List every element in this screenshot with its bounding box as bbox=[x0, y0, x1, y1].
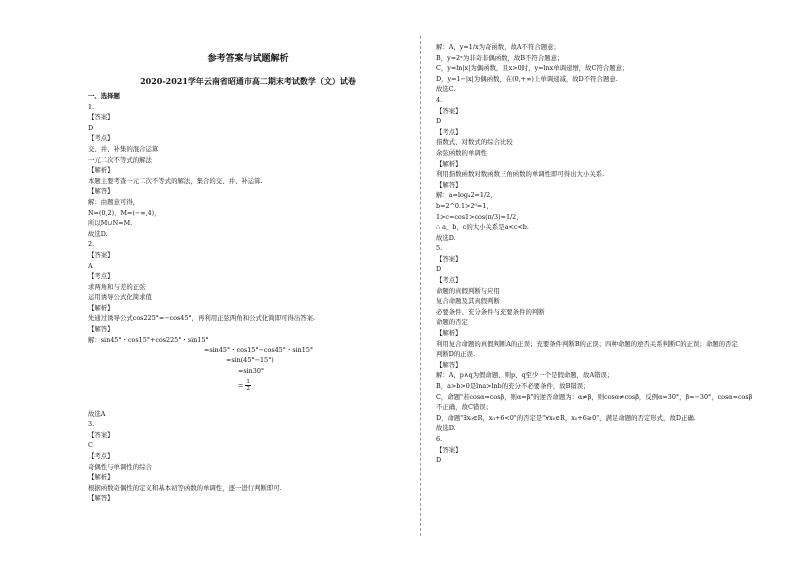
text-line: 【答案】 bbox=[436, 254, 462, 263]
text-line: 【解析】 bbox=[88, 473, 114, 482]
text-line: 2. bbox=[88, 240, 95, 249]
text-line: 【考点】 bbox=[88, 452, 114, 461]
text-line: D bbox=[436, 265, 442, 274]
text-line: 本题主要考查一元二次不等式的解法，集合的交、并、补运算. bbox=[88, 176, 263, 185]
text-line: 5. bbox=[436, 244, 443, 253]
text-line: 一元二次不等式的解法 bbox=[88, 155, 152, 164]
text-line: C，y=ln|x|为偶函数，且x>0时，y=lnx单调递增，故C符合题意； bbox=[436, 64, 629, 73]
right-column bbox=[436, 42, 776, 466]
text-line: 【答案】 bbox=[436, 445, 462, 454]
text-line: 交、并、补集的混合运算 bbox=[88, 144, 159, 153]
text-line: 运用诱导公式化简求值 bbox=[88, 293, 152, 302]
text-line: 【答案】 bbox=[88, 430, 114, 439]
text-line: 不正确，故C错误； bbox=[436, 403, 493, 412]
text-line: 1>c=cos1>cos(π/3)=1/2， bbox=[436, 212, 523, 221]
text-line: 利用指数函数对数函数三角函数的单调性即可得出大小关系. bbox=[436, 170, 605, 179]
text-line: C，命题"若cosα=cosβ，则α=β"的逆否命题为：α≠β，则cosα≠cosβ，反例α=30°，β=−30°，cosα=cosβ bbox=[436, 392, 753, 401]
text-line: 奇偶性与单调性的综合 bbox=[88, 462, 152, 471]
fraction-denominator: 2 bbox=[246, 385, 250, 392]
text-line: 余弦函数的单调性 bbox=[436, 148, 488, 157]
text-line: 6. bbox=[436, 434, 443, 443]
text-line: 求两角和与差的正弦 bbox=[88, 282, 146, 291]
text-line: 【解析】 bbox=[88, 166, 114, 175]
text-line: 解：A，p∧q为假命题，则p、q至少一个是假命题，故A错误； bbox=[436, 371, 614, 380]
text-line: 【解析】 bbox=[436, 329, 462, 338]
equation-equals: = bbox=[238, 381, 244, 390]
text-line: 故选C. bbox=[436, 85, 456, 94]
text-line: N=(0,2)，M=(−∞,4)， bbox=[88, 208, 161, 217]
text-line: 命题的真假判断与应用 bbox=[436, 286, 500, 295]
text-line: 【解答】 bbox=[88, 325, 114, 334]
text-line: 【解答】 bbox=[436, 360, 462, 369]
equation-step-1: =sin45°・cos15°−cos45°・sin15° bbox=[204, 345, 314, 354]
section-heading: 一、选择题 bbox=[88, 92, 120, 100]
text-line: 【答案】 bbox=[436, 106, 462, 115]
equation-lhs: 解：sin45°・cos15°+cos225°・sin15° bbox=[88, 335, 209, 344]
text-line: 【答案】 bbox=[88, 250, 114, 259]
text-line: 【答案】 bbox=[88, 113, 114, 122]
text-line: C bbox=[88, 441, 93, 450]
text-line: 命题的否定 bbox=[436, 318, 468, 327]
text-line: B，y=2ˣ为非奇非偶函数，故B不符合题意； bbox=[436, 53, 564, 62]
text-line: 解：由题意可得， bbox=[88, 197, 140, 206]
text-line: 解：a=log₄2=1/2， bbox=[436, 191, 497, 200]
right-text-block bbox=[436, 42, 776, 466]
left-text-block-b bbox=[88, 409, 408, 504]
text-line: 【考点】 bbox=[436, 127, 462, 136]
text-line: 解：A，y=1/x为奇函数，故A不符合题意； bbox=[436, 43, 560, 51]
doc-title: 参考答案与试题解析 bbox=[207, 54, 289, 64]
text-line: 利用复合命题的真假判断A的正误；充要条件判断B的正误；四种命题的逆否关系判断C的正误；命题的否定 bbox=[436, 339, 738, 348]
fraction-one-half bbox=[245, 379, 251, 392]
text-line: 判断D的正误. bbox=[436, 350, 476, 359]
equation-block-q2 bbox=[88, 335, 408, 409]
text-line: 【解答】 bbox=[436, 180, 462, 189]
text-line: D，命题"∃x₀∈R，x₀+6<0"的否定是"∀x₀∈R，x₀+6≥0"，满足命题的否定形式，故D正确. bbox=[436, 413, 696, 422]
text-line: 故选D. bbox=[436, 233, 456, 242]
text-line: 必要条件、充分条件与充要条件的判断 bbox=[436, 307, 545, 316]
fraction-numerator: 1 bbox=[246, 378, 250, 385]
text-line: 1. bbox=[88, 102, 95, 111]
text-line: D bbox=[436, 456, 442, 465]
text-line: b=2^0.1>2⁰=1， bbox=[436, 201, 493, 210]
text-line: 【解答】 bbox=[88, 494, 114, 503]
equation-step-3: =sin30° bbox=[238, 366, 265, 375]
text-line: 【解答】 bbox=[88, 187, 114, 196]
doc-subtitle: 2020-2021学年云南省昭通市高二期末考试数学（文）试卷 bbox=[140, 76, 356, 86]
text-line: ∴ a，b，c的大小关系是a<c<b. bbox=[436, 223, 529, 232]
text-line: D bbox=[436, 117, 442, 126]
text-line: D，y=1−|x|为偶函数，在(0,+∞)上单调递减，故D不符合题意. bbox=[436, 74, 618, 83]
text-line: 根据函数奇偶性的定义和基本初等函数的单调性，逐一进行判断即可. bbox=[88, 483, 282, 492]
text-line: 先通过诱导公式cos225°=−cos45°，再利用正弦两角和公式化简即可得出答案. bbox=[88, 314, 316, 323]
text-line: 【考点】 bbox=[436, 276, 462, 285]
text-line: 【解析】 bbox=[88, 303, 114, 312]
text-line: 故选D. bbox=[436, 424, 456, 433]
left-text-block-a bbox=[88, 102, 408, 335]
equation-step-2: =sin(45°−15°) bbox=[226, 355, 274, 364]
text-line: 所以M∪N=M. bbox=[88, 219, 133, 228]
text-line: 【考点】 bbox=[88, 272, 114, 281]
left-column bbox=[88, 52, 408, 504]
text-line: 【考点】 bbox=[88, 134, 114, 143]
text-line: A bbox=[88, 261, 93, 270]
text-line: 4. bbox=[436, 95, 443, 104]
equation-step-4 bbox=[238, 379, 251, 392]
column-divider bbox=[420, 36, 421, 536]
text-line: 复合命题及其真假判断 bbox=[436, 297, 500, 306]
text-line: D bbox=[88, 123, 94, 132]
text-line: B，a>b>0是lna>lnb的充分不必要条件，故B错误； bbox=[436, 382, 590, 390]
text-line: 故选A bbox=[88, 409, 106, 418]
text-line: 3. bbox=[88, 420, 95, 429]
text-line: 指数式、对数式的综合比较 bbox=[436, 138, 513, 147]
text-line: 故选D. bbox=[88, 229, 108, 238]
text-line: 【解析】 bbox=[436, 159, 462, 168]
